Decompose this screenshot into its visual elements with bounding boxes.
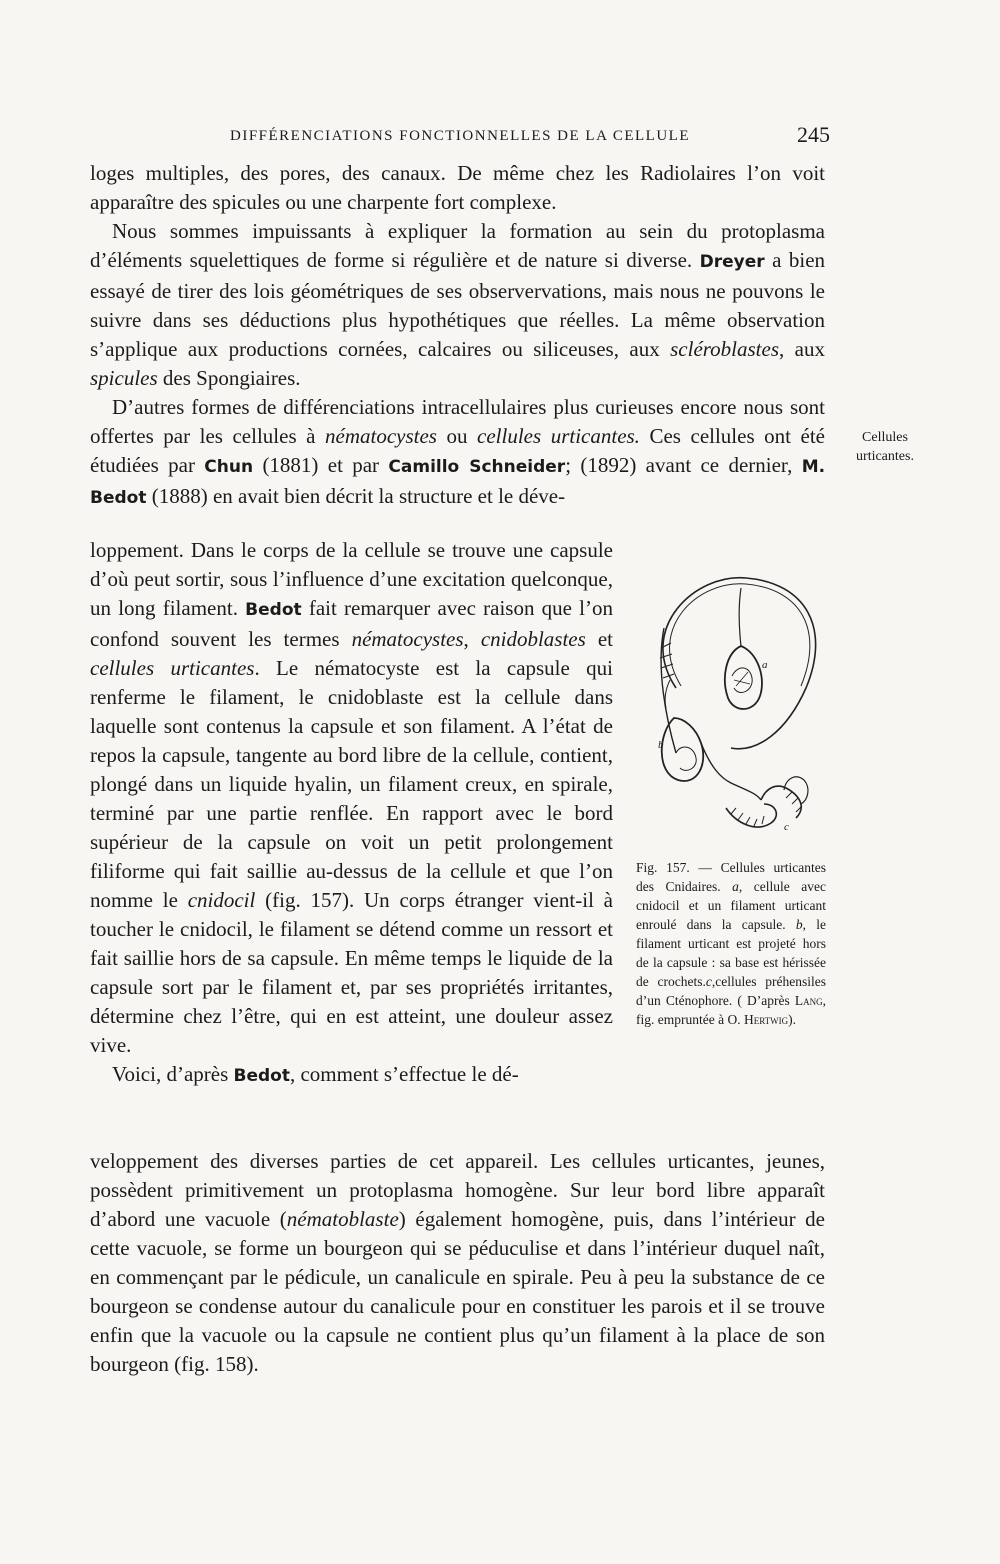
italic-term: nématocystes [325,424,437,448]
text-run: (1888) en avait bien décrit la structure et le déve- [151,484,566,508]
text-run: loges multiples, des pores, des canaux. De même chez les Radiolaires l’on voit apparaître des spicules ou une charpente fort complexe. [90,161,825,214]
caption-italic: b [795,917,803,932]
figure-157-illustration [636,568,826,858]
text-run: Nous sommes impuissants à expliquer la formation au sein du protoplasma d’éléments squelettiques de forme si régulière et de nature si diverse. [90,219,825,272]
margin-note-line: Cellules [862,430,908,445]
paragraph-6 [90,1147,825,1379]
text-run: (fig. 157). Un corps étranger vient-il à toucher le cnidocil, le filament se détend comme un ressort et fait saillie hors de sa capsule. En même temps le liquide de la capsule sort par le filament et, par ses propriétés irritantes, détermine chez l’être, qui en est atteint, une douleur assez vive. [90,888,613,1057]
italic-term: nématoblaste [286,1207,399,1231]
paragraph-1 [90,159,825,217]
text-run: et [597,627,613,651]
author-name: Camillo Schneider [388,457,566,477]
cnidocyte-drawing [636,568,826,858]
text-run: a bien essayé de tirer des lois géométriques de ses observervations, mais nous ne pouvons le suivre dans ses déductions plus hypothétiques que réelles. La même observation s’applique aux productions cornées, calcaires ou siliceuses, aux [90,248,826,361]
text-run: loppement. Dans le corps de la cellule se trouve une capsule d’où peut sortir, sous l’influence d’une excitation quelconque, un long filament. [90,538,613,620]
margin-note [845,428,925,466]
caption-text: ). [788,1012,797,1027]
body-text-wrapped [90,536,613,1091]
caption-smallcaps: Hertwig [743,1012,789,1027]
margin-note-line: urticantes. [856,449,914,464]
italic-term: cellules urticantes [90,656,255,680]
author-name: Chun [204,457,254,477]
figure-157-caption [636,858,826,1029]
figure-label-c: c [784,821,789,833]
paragraph-3 [90,393,825,513]
text-run: Ces cellules ont été étudiées par [90,424,825,477]
author-name: Bedot [233,1066,290,1086]
text-run: fait remarquer avec raison que l’on confond souvent les termes [90,596,613,651]
caption-text: , le filament urticant est projeté hors de la capsule : sa base est hérissée de crochets. [636,917,827,989]
text-run: , [463,627,469,651]
italic-term: scléroblastes [670,337,780,361]
paragraph-2 [90,217,825,393]
paragraph-5 [90,1060,613,1091]
text-run: , aux [779,337,825,361]
caption-italic: c [705,974,712,989]
text-run: (1881) et par [262,453,380,477]
figure-label-b: b [658,739,664,751]
text-run: veloppement des diverses parties de cet appareil. Les cellules urticantes, jeunes, possèdent primitivement un protoplasma homogène. Sur leur bord libre apparaît d’abord une vacuole ( [90,1149,825,1231]
body-text-lower [90,1147,825,1379]
caption-text: , fig. empruntée à O. [636,993,826,1027]
author-name: M. Bedot [90,457,826,508]
caption-text: Fig. 157. — Cellules urticantes des Cnidaires. [636,860,826,894]
figure-label-a: a [762,659,768,671]
text-run: des Spongiaires. [162,366,301,390]
italic-term: spicules [90,366,158,390]
caption-text: , cellule avec cnidocil et un filament urticant enroulé dans la capsule. [636,879,826,932]
paragraph-4 [90,536,613,1060]
author-name: Bedot [245,600,302,620]
page-number: 245 [797,122,830,147]
italic-term: cnidocil [187,888,256,912]
text-run: Voici, d’après [112,1062,229,1086]
text-run: , comment s’effectue le dé- [289,1062,519,1086]
text-run: ou [446,424,468,448]
running-head [230,122,830,150]
text-run: . Le nématocyste est la capsule qui renferme le filament, le cnidoblaste est la cellule dans laquelle sont contenus la capsule et son filament. A l’état de repos la capsule, tangente au bord libre de la cellule, contient, plongé dans un liquide hyalin, un filament creux, en spirale, terminé par une partie renflée. En rapport avec le bord supérieur de la capsule on voit un petit prolongement filiforme qui fait saillie au-dessus de la cellule et que l’on nomme le [90,656,613,912]
caption-text: ,cellules préhensiles d’un Cténophore. ( D’après [636,974,826,1008]
caption-italic: a [732,879,739,894]
body-text-upper [90,159,825,513]
italic-term: cnidoblastes [480,627,586,651]
text-run: ; (1892) avant ce dernier, [565,453,793,477]
italic-term: nématocystes [351,627,464,651]
text-run: D’autres formes de différenciations intracellulaires plus curieuses encore nous sont offertes par les cellules à [90,395,825,448]
running-title: DIFFÉRENCIATIONS FONCTIONNELLES DE LA CELLULE [230,128,690,144]
italic-term: cellules urticantes. [477,424,640,448]
text-run: ) également homogène, puis, dans l’intérieur de cette vacuole, se forme un bourgeon qui se péduculise et dans l’intérieur duquel naît, en commençant par le pédicule, un canalicule en spirale. Peu à peu la substance de ce bourgeon se condense autour du canalicule pour en constituer les parois et il se trouve enfin que la vacuole ou la capsule ne contient plus qu’un filament à la place de son bourgeon (fig. 158). [90,1207,825,1376]
caption-smallcaps: Lang [794,993,823,1008]
author-name: Dreyer [699,252,765,272]
